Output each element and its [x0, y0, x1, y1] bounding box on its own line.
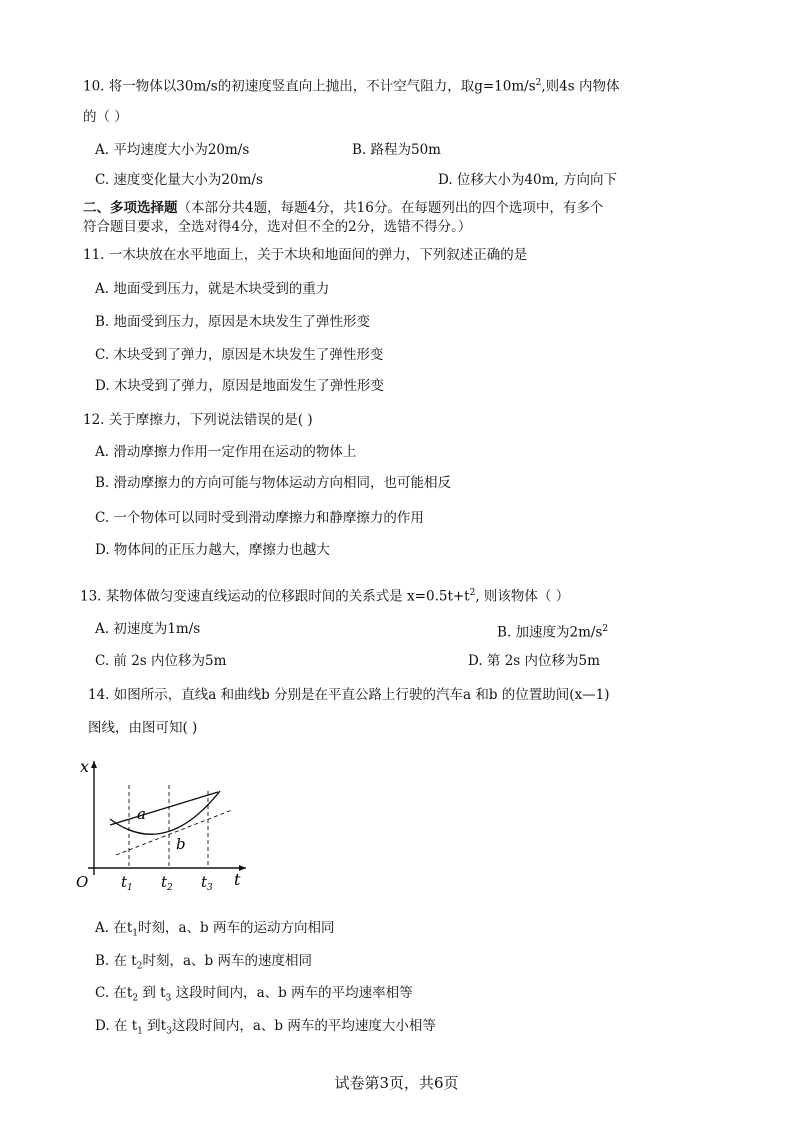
q13-option-d: D. 第 2s 内位移为5m — [468, 653, 600, 669]
q14-option-b: B. 在 $t_2$时刻，a、b 两车的速度相同 — [95, 953, 312, 972]
origin-label: O — [76, 873, 89, 891]
q11-option-b: B. 地面受到压力，原因是木块发生了弹性形变 — [95, 314, 371, 330]
q12-stem: 12. 关于摩擦力，下列说法错误的是( ) — [83, 412, 313, 428]
t2-label: $t_2$ — [161, 873, 173, 893]
q10-option-b: B. 路程为50m — [352, 142, 441, 158]
q12-option-c: C. 一个物体可以同时受到滑动摩擦力和静摩擦力的作用 — [95, 510, 424, 526]
xt-graph-figure — [70, 755, 250, 895]
section2-title: 二、多项选择题 — [83, 200, 178, 216]
q10-option-d: D. 位移大小为40m, 方向向下 — [438, 172, 617, 188]
curve-b — [110, 791, 220, 834]
q13-option-b: B. 加速度为$2m/s^2$ — [497, 624, 609, 641]
t-axis-label: t — [234, 870, 241, 889]
q14-stem-line1: 14. 如图所示，直线a 和曲线b 分别是在平直公路上行驶的汽车a 和b 的位置助间(x—1) — [88, 687, 610, 703]
x-axis-arrow — [91, 761, 97, 768]
q11-option-c: C. 木块受到了弹力，原因是木块发生了弹性形变 — [95, 347, 384, 363]
q14-option-d: D. 在 $t_1$ 到$t_3$这段时间内，a、b 两车的平均速度大小相等 — [95, 1018, 436, 1037]
q12-option-d: D. 物体间的正压力越大，摩擦力也越大 — [95, 542, 330, 558]
q11-option-d: D. 木块受到了弹力，原因是地面发生了弹性形变 — [95, 378, 384, 394]
q11-option-a: A. 地面受到压力，就是木块受到的重力 — [95, 281, 330, 297]
q12-option-b: B. 滑动摩擦力的方向可能与物体运动方向相同，也可能相反 — [95, 475, 452, 491]
q10-option-c: C. 速度变化量大小为20m/s — [95, 172, 263, 188]
page-footer: 试卷第3页，共6页 — [334, 1074, 459, 1092]
q11-stem: 11. 一木块放在水平地面上，关于木块和地面间的弹力，下列叙述正确的是 — [83, 247, 528, 263]
q13-option-a: A. 初速度为1m/s — [95, 621, 201, 637]
q10-stem-line2: 的（ ） — [83, 109, 128, 125]
x-axis-label: x — [80, 757, 90, 776]
section2-header — [83, 199, 603, 217]
q10-stem-line1: 10. 将一物体以30m/s的初速度竖直向上抛出，不计空气阻力，取$g=10m/s^2$,则4s 内物体 — [83, 78, 620, 95]
q14-option-a: A. 在$t_1$时刻，a、b 两车的运动方向相同 — [95, 920, 335, 939]
section2-desc-line2: 符合题目要求，全选对得4分，选对但不全的2分，选错不得分。） — [83, 219, 472, 235]
line-a-label: a — [137, 805, 146, 823]
section2-desc: （本部分共4题，每题4分，共16分。在每题列出的四个选项中，有多个 — [177, 200, 604, 216]
q13-option-c: C. 前 2s 内位移为5m — [95, 653, 227, 669]
q10-option-a: A. 平均速度大小为20m/s — [95, 142, 250, 158]
q14-option-c: C. 在$t_2$ 到 $t_3$ 这段时间内，a、b 两车的平均速率相等 — [95, 985, 413, 1004]
t1-label: $t_1$ — [121, 873, 133, 893]
q12-option-a: A. 滑动摩擦力作用一定作用在运动的物体上 — [95, 444, 357, 460]
line-a — [110, 792, 218, 825]
t3-label: $t_3$ — [201, 873, 213, 893]
q13-stem: 13. 某物体做匀变速直线运动的位移跟时间的关系式是 $x=0.5t+t^2$, 则该物体（ ） — [80, 588, 570, 605]
curve-b-label: b — [176, 835, 186, 853]
q14-stem-line2: 图线，由图可知( ) — [88, 720, 198, 736]
tangent-dashed-line — [116, 810, 232, 855]
